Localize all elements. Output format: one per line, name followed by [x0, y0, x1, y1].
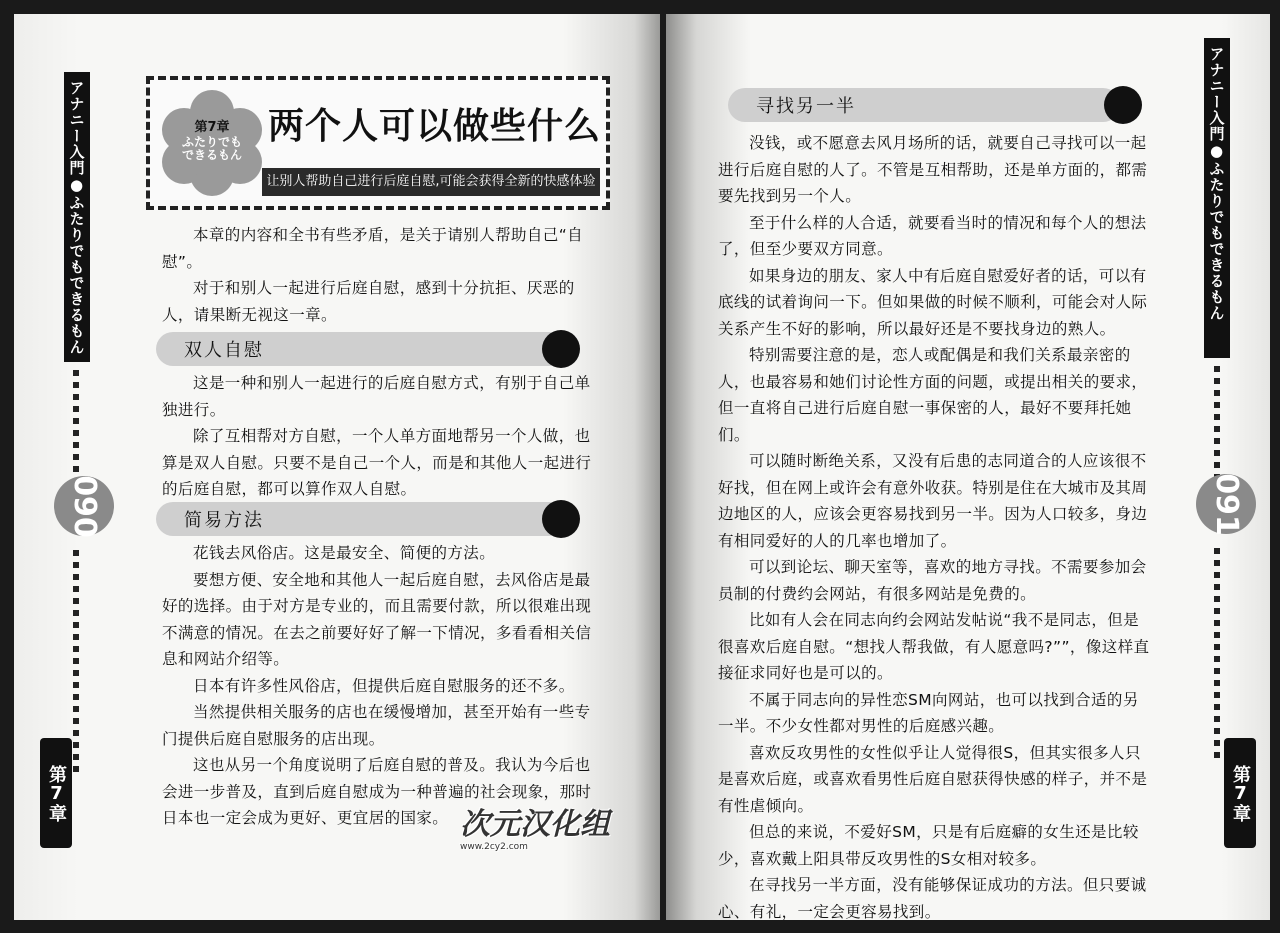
section1-text: [162, 370, 600, 503]
left-dot-column-lower: [73, 550, 81, 778]
paragraph: 但总的来说，不爱好SM，只是有后庭癖的女生还是比较少，喜欢戴上阳具带反攻男性的S女相对较多。: [718, 823, 1139, 868]
section-heading-double: 双人自慰: [156, 332, 566, 366]
paragraph: 除了互相帮对方自慰，一个人单方面地帮另一个人做，也算是双人自慰。只要不是自己一个人，而是和其他人一起进行的后庭自慰，都可以算作双人自慰。: [162, 427, 592, 498]
section-dot: [1104, 86, 1142, 124]
paragraph: 日本有许多性风俗店，但提供后庭自慰服务的还不多。: [193, 676, 575, 695]
chapter-title: 两个人可以做些什么: [268, 106, 602, 147]
chapter-badge-number: 第7章: [194, 119, 230, 135]
chapter-subtitle: 让别人帮助自己进行后庭自慰,可能会获得全新的快感体验: [262, 168, 600, 196]
right-dot-column-lower: [1214, 548, 1222, 764]
paragraph: 喜欢反攻男性的女性似乎让人觉得很S，但其实很多人只是喜欢后庭，或喜欢看男性后庭自慰获得快感的样子，并不是有性虐倾向。: [718, 743, 1148, 815]
left-side-title: アナニー入門●ふたりでもできるもん: [64, 72, 90, 362]
section-heading-easy: 简易方法: [156, 502, 566, 536]
left-page-number: 090: [54, 476, 114, 536]
section-dot: [542, 330, 580, 368]
paragraph: 可以到论坛、聊天室等，喜欢的地方寻找。不需要参加会员制的付费约会网站，有很多网站是免费的。: [718, 558, 1147, 603]
paragraph: 不属于同志向的异性恋SM向网站，也可以找到合适的另一半。不少女性都对男性的后庭感兴趣。: [718, 690, 1139, 735]
paragraph: 至于什么样的人合适，就要看当时的情况和每个人的想法了，但至少要双方同意。: [718, 213, 1147, 258]
paragraph: 在寻找另一半方面，没有能够保证成功的方法。但只要诚心、有礼，一定会更容易找到。: [718, 876, 1147, 920]
paragraph: 这是一种和别人一起进行的后庭自慰方式，有别于自己单独进行。: [162, 374, 591, 419]
section-dot: [542, 500, 580, 538]
paragraph: 比如有人会在同志向约会网站发帖说“我不是同志，但是很喜欢后庭自慰。“想找人帮我做，有人愿意吗?””，像这样直接征求同好也是可以的。: [718, 611, 1150, 682]
right-page: [666, 14, 1270, 920]
paragraph: 可以随时断绝关系，又没有后患的志同道合的人应该很不好找，但在网上或许会有意外收获。特别是住在大城市及其周边地区的人，应该会更容易找到另一半。因为人口较多，身边有相同爱好的人的几率也增加了。: [718, 452, 1148, 550]
section-heading-find: 寻找另一半: [728, 88, 1120, 122]
section2-text: [162, 540, 600, 832]
chapter-badge-subtitle-2: できるもん: [181, 148, 242, 163]
paragraph: 本章的内容和全书有些矛盾，是关于请别人帮助自己“自慰”。: [162, 226, 584, 271]
paragraph: 当然提供相关服务的店也在缓慢增加，甚至开始有一些专门提供后庭自慰服务的店出现。: [162, 703, 591, 748]
paragraph: 这也从另一个角度说明了后庭自慰的普及。我认为今后也会进一步普及，直到后庭自慰成为一种普遍的社会现象，那时日本也一定会成为更好、更宜居的国家。: [162, 756, 592, 827]
right-page-number: 091: [1196, 474, 1256, 534]
left-chapter-tab: 第7章: [40, 738, 72, 848]
paragraph: 要想方便、安全地和其他人一起后庭自慰，去风俗店是最好的选择。由于对方是专业的，而且需要付款，所以很难出现不满意的情况。在去之前要好好了解一下情况，多看看相关信息和网站介绍等。: [162, 570, 592, 668]
chapter-header: [146, 76, 610, 210]
right-chapter-tab: 第7章: [1224, 738, 1256, 848]
paragraph: 特别需要注意的是，恋人或配偶是和我们关系最亲密的人，也最容易和她们讨论性方面的问题，或提出相关的要求，但一直将自己进行后庭自慰一事保密的人，最好不要拜托她们。: [718, 346, 1148, 444]
chapter-badge-subtitle-1: ふたりでも: [181, 134, 242, 149]
intro-text: [162, 222, 600, 328]
paragraph: 花钱去风俗店。这是最安全、简便的方法。: [193, 544, 496, 562]
chapter-flower-badge: [162, 90, 262, 194]
right-body-text: [718, 130, 1152, 920]
scanlation-watermark-logo: 次元汉化组 www.2cy2.com: [460, 807, 610, 852]
left-page: [14, 14, 660, 920]
paragraph: 对于和别人一起进行后庭自慰，感到十分抗拒、厌恶的人，请果断无视这一章。: [162, 279, 575, 324]
paragraph: 没钱，或不愿意去风月场所的话，就要自己寻找可以一起进行后庭自慰的人了。不管是互相帮助，还是单方面的，都需要先找到另一个人。: [718, 134, 1148, 205]
left-dot-column: [73, 370, 81, 490]
right-side-title: アナニー入門●ふたりでもできるもん: [1204, 38, 1230, 358]
paragraph: 如果身边的朋友、家人中有后庭自慰爱好者的话，可以有底线的试着询问一下。但如果做的时候不顺利，可能会对人际关系产生不好的影响，所以最好还是不要找身边的熟人。: [718, 266, 1148, 338]
